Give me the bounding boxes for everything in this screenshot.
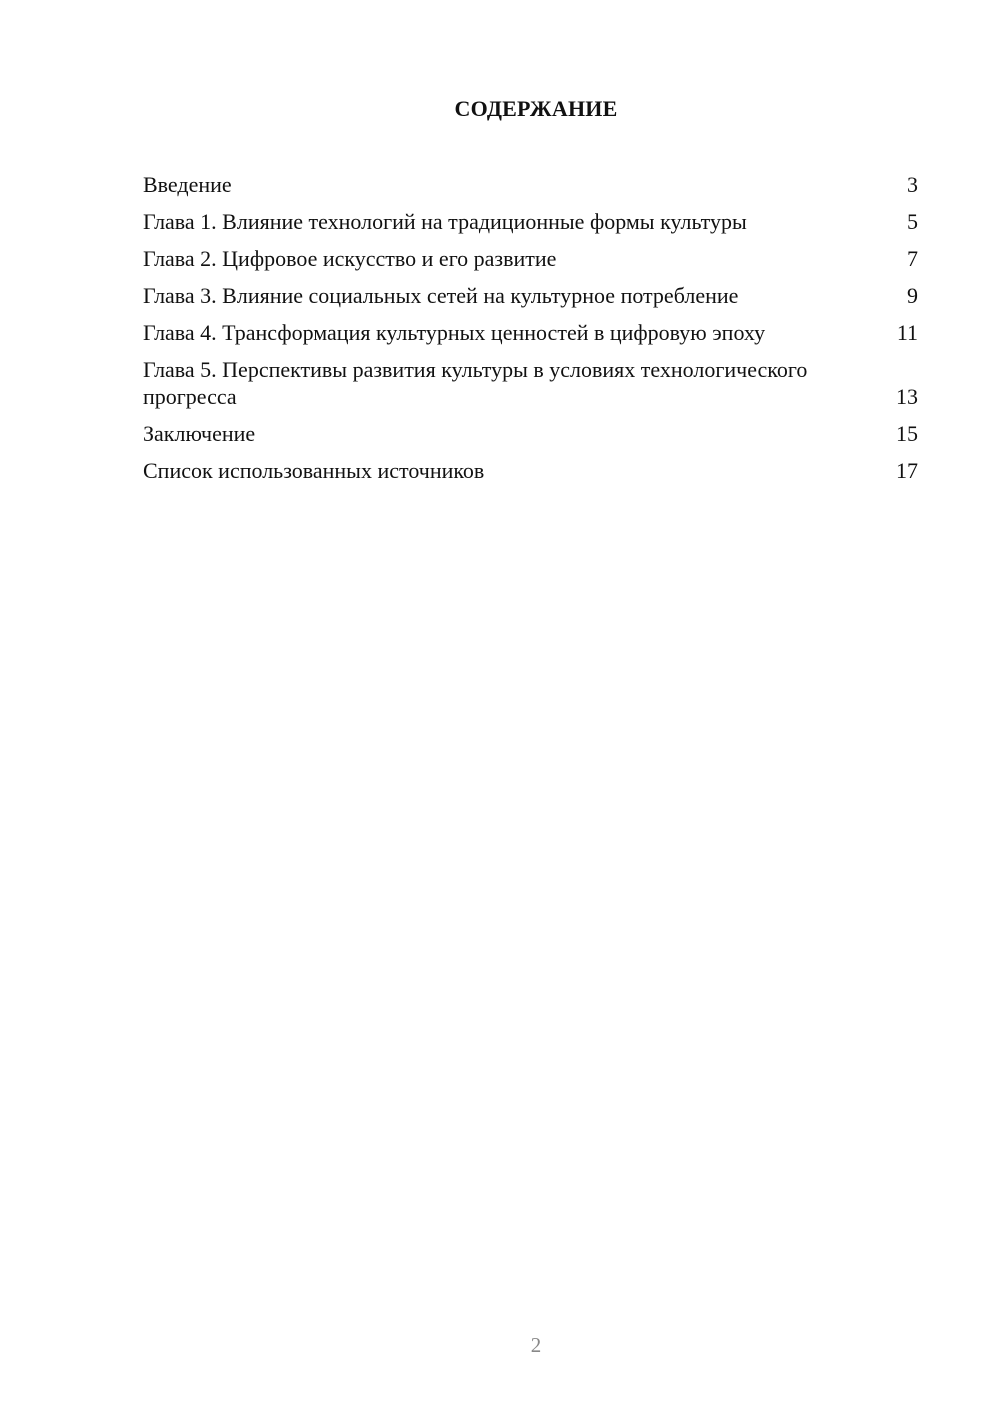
- toc-entry-text: Глава 4. Трансформация культурных ценностей в цифровую эпоху: [143, 320, 766, 345]
- toc-entry-text: Список использованных источников: [143, 458, 485, 483]
- toc-entry-references: [143, 457, 918, 484]
- toc-entry-text: Глава 3. Влияние социальных сетей на культурное потребление: [143, 283, 739, 308]
- toc-entry-page: 15: [896, 421, 918, 446]
- toc-entry-chapter-1: [143, 208, 918, 235]
- toc-entry-text: Введение: [143, 172, 232, 197]
- toc-entry-text: Заключение: [143, 421, 256, 446]
- toc-entry-conclusion: [143, 420, 918, 447]
- toc-entry-page: 11: [896, 320, 918, 345]
- toc-entry-page: 3: [907, 172, 918, 197]
- toc-entry-page: 17: [896, 458, 918, 483]
- toc-entry-introduction: [143, 171, 918, 198]
- toc-entry-chapter-4: [143, 319, 918, 346]
- toc-entry-page: 7: [907, 246, 918, 271]
- toc-entry-page: 5: [907, 209, 918, 234]
- toc-entry-text: Глава 2. Цифровое искусство и его развитие: [143, 246, 557, 271]
- toc-heading: СОДЕРЖАНИЕ: [454, 96, 618, 121]
- page-number: 2: [530, 1333, 542, 1357]
- toc-entry-chapter-3: [143, 282, 918, 309]
- toc-entry-text: Глава 5. Перспективы развития культуры в условиях технологического прогресса: [143, 357, 808, 409]
- table-of-contents: [143, 171, 918, 494]
- toc-entry-chapter-5: [143, 356, 918, 410]
- toc-entry-chapter-2: [143, 245, 918, 272]
- toc-entry-text: Глава 1. Влияние технологий на традиционные формы культуры: [143, 209, 747, 234]
- toc-entry-page: 9: [907, 283, 918, 308]
- toc-entry-page: 13: [896, 384, 918, 409]
